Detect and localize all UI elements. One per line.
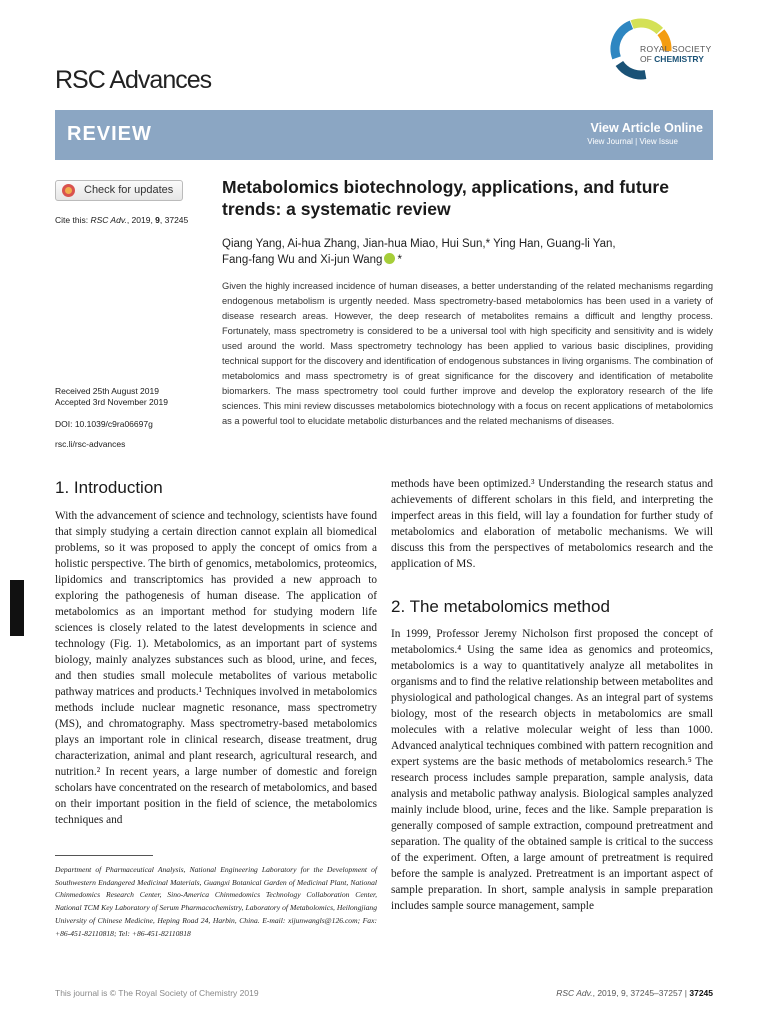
view-article-online-link[interactable]: View Article Online: [590, 121, 703, 135]
footer-citation: RSC Adv., 2019, 9, 37245–37257 | 37245: [556, 988, 713, 998]
section-heading-method: 2. The metabolomics method: [391, 597, 610, 616]
journal-name: RSC Advances: [55, 66, 212, 94]
section-heading-introduction: 1. Introduction: [55, 478, 163, 497]
view-journal-link[interactable]: View Journal: [587, 137, 633, 146]
view-links: View Journal | View Issue: [587, 137, 678, 146]
crossmark-icon: [62, 184, 75, 197]
footnote-divider: [55, 855, 153, 856]
article-title: Metabolomics biotechnology, applications, and future trends: a systematic review: [222, 177, 669, 219]
rsc-logo: [610, 18, 720, 88]
cc-license-badge: cc BY-NC: [10, 580, 24, 636]
journal-url[interactable]: rsc.li/rsc-advances: [55, 439, 126, 449]
abstract: Given the highly increased incidence of human diseases, a better understanding of the related mechanisms regarding endogenous metabolism is urgently needed. Mass spectrometry-based metabolomics has been used in a variety of disease research areas. However, the deep research of metabolites remains a difficult and lengthy process. Fortunately, mass spectrometry is considered to be a universal tool with high specificity and sensitivity and is widely used around the world. Mass spectrometry technology has been applied to various basic disciplines, providing technical support for the discovery and identification of endogenous substances in living organisms. The combination of metabolomics and mass spectrometry is of great significance for the discovery and identification of metabolite biomarkers. The mass spectrometry tool could further improve and develop the exploratory research of the life sciences. This mini review discusses metabolomics biotechnology with a focus on recent applications of metabolomics as a powerful tool to elucidate metabolic disturbances and the related mechanisms of diseases.: [222, 281, 713, 426]
affiliation-footnote: Department of Pharmaceutical Analysis, National Engineering Laboratory for the Development of Southwestern Endangered Medicinal Materials, Guangxi Botanical Garden of Medicinal Plant, National Chinmedomics Research Center, Sino-America Chinmedomics Technology Collaboration Center, National TCM Key Laboratory of Serum Pharmacochemistry, Laboratory of Metabolomics, Heilongjiang University of Chinese Medicine, Heping Road 24, Harbin, China. E-mail: xijunwangls@126.com; Fax: +86-451-82110818; Tel: +86-451-82110818: [55, 865, 377, 938]
received-date: Received 25th August 2019: [55, 386, 159, 396]
article-type-banner: [55, 110, 713, 160]
accepted-date: Accepted 3rd November 2019: [55, 397, 168, 407]
check-for-updates-button[interactable]: Check for updates: [55, 180, 183, 201]
authors: Qiang Yang, Ai-hua Zhang, Jian-hua Miao, Hui Sun,* Ying Han, Guang-li Yan, Fang-fang Wu and Xi-jun Wang *: [222, 238, 616, 266]
footer-copyright: This journal is © The Royal Society of Chemistry 2019: [55, 988, 259, 998]
introduction-continued-text: methods have been optimized.³ Understanding the research status and achievements of different scholars in this field, and interpreting the imperfect areas in this field, will lay a foundation for further study of metabolomics and elaboration of metabolic mechanisms. We will discuss this from the perspectives of metabolomics research and the application of MS.: [391, 478, 713, 570]
introduction-text: With the advancement of science and technology, scientists have found that simply studying a certain direction cannot explain all biomedical problems, so it was proposed to apply the concept of omics from a holistic perspective. The birth of genomics, metabolomics, proteomics, lipidomics and transcriptomics has provided a new approach to exploring the pathogenesis of human disease. The application of metabolomics as an important method for studying modern life sciences is closely related to the latest developments in science and technology (Fig. 1). Metabolomics, as an important part of systems biology, mainly analyzes substances such as blood, urine, and feces, and then studies small molecule metabolites of various metabolic pathway matrices and products.¹ Techniques involved in metabolomics methods include nuclear magnetic resonance, mass spectrometry (MS), and chromatography. Mass spectrometry-based metabolomics plays an important role in clinical research, disease treatment, drug characterization, animal and plant research, agricultural research, and nutrition.² In recent years, a large number of domestic and foreign scholars have concentrated on the research of metabolomics, and based on their important position in the field of science, the metabolomics techniques and: [55, 510, 377, 826]
article-type: REVIEW: [67, 123, 152, 145]
orcid-icon[interactable]: [384, 253, 395, 264]
doi[interactable]: DOI: 10.1039/c9ra06697g: [55, 419, 153, 429]
citation: Cite this: RSC Adv., 2019, 9, 37245: [55, 215, 189, 225]
method-text: In 1999, Professor Jeremy Nicholson first proposed the concept of metabolomics.⁴ Using the same idea as genomics and proteomics, metabolomics is a way to quantitatively analyze all metabolites in organisms and to find the relative relationship between metabolites and physiological and pathological changes. As an integral part of systems biology, most of the research objects in metabolomics are small molecules with a relative molecular weight of less than 1000. Advanced analytical techniques combined with pattern recognition and expert systems are the basic methods of metabolomics research.⁵ The research process includes sample preparation, sample analysis, data analysis and metabolic pathway analysis. Biological samples analyzed mainly include blood, urine, feces and the like. Sample preparation is generally composed of sample extraction, compound pretreatment and separation. The quality of the obtained sample is critical to the success of the experiment. Often, a large amount of pretreatment is required before the sample is analyzed. Pretreatment is an important aspect of sample preparation. In short, sample analysis in sample preparation includes sample source management, sample: [391, 628, 713, 912]
view-issue-link[interactable]: View Issue: [639, 137, 678, 146]
logo-line1: ROYAL SOCIETY: [640, 44, 712, 54]
logo-line2: OF CHEMISTRY: [640, 54, 704, 64]
